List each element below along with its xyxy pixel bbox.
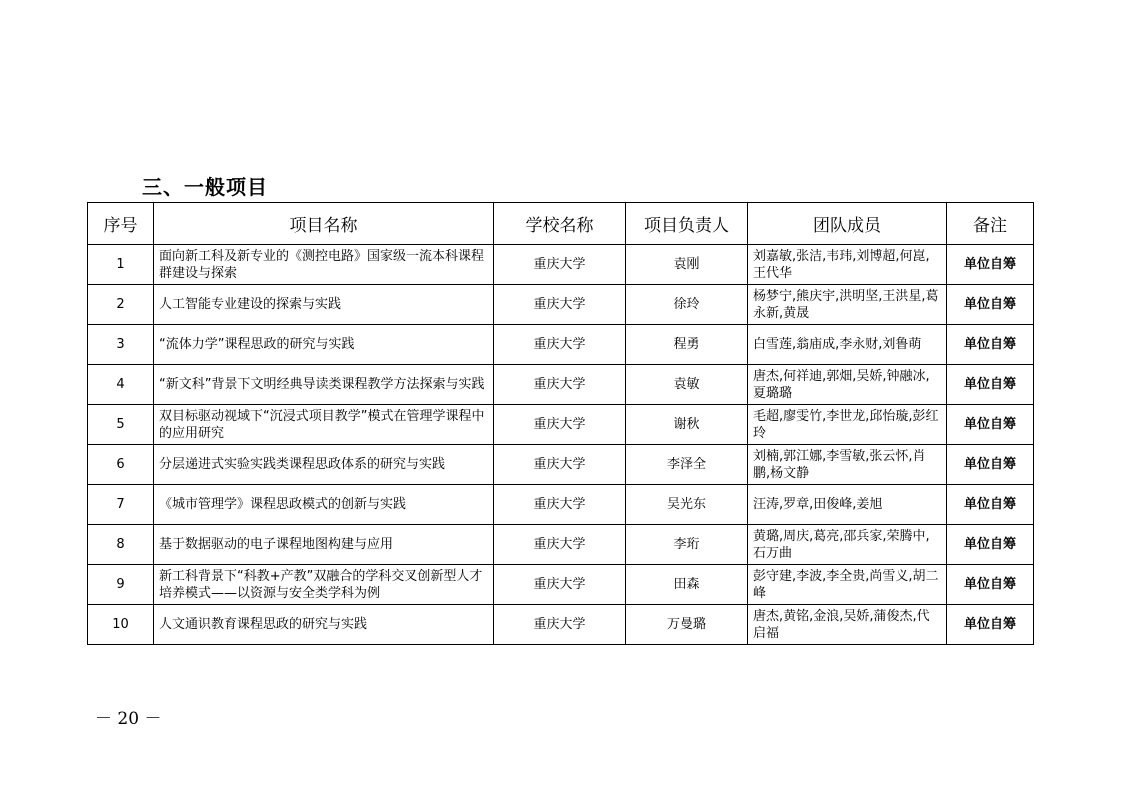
cell-school: 重庆大学	[494, 445, 626, 485]
header-school: 学校名称	[494, 203, 626, 245]
cell-seq: 4	[88, 365, 154, 405]
cell-project-name: 面向新工科及新专业的《测控电路》国家级一流本科课程群建设与探索	[154, 245, 494, 285]
cell-school: 重庆大学	[494, 405, 626, 445]
cell-note: 单位自筹	[947, 605, 1034, 645]
section-title: 三、一般项目	[142, 175, 268, 199]
cell-school: 重庆大学	[494, 605, 626, 645]
cell-seq: 8	[88, 525, 154, 565]
header-project-name: 项目名称	[154, 203, 494, 245]
cell-leader: 袁刚	[626, 245, 748, 285]
table-row	[88, 365, 1034, 405]
table-body	[88, 245, 1034, 645]
cell-seq: 3	[88, 325, 154, 365]
cell-leader: 谢秋	[626, 405, 748, 445]
cell-note: 单位自筹	[947, 405, 1034, 445]
cell-note: 单位自筹	[947, 445, 1034, 485]
cell-project-name: 《城市管理学》课程思政模式的创新与实践	[154, 485, 494, 525]
cell-project-name: “新文科”背景下文明经典导读类课程教学方法探索与实践	[154, 365, 494, 405]
cell-leader: 徐玲	[626, 285, 748, 325]
table-header-row	[88, 203, 1034, 245]
cell-note: 单位自筹	[947, 325, 1034, 365]
cell-members: 毛超,廖雯竹,李世龙,邱怡璇,彭红玲	[748, 405, 947, 445]
cell-school: 重庆大学	[494, 325, 626, 365]
table-row	[88, 525, 1034, 565]
header-note: 备注	[947, 203, 1034, 245]
cell-members: 黄璐,周庆,葛亮,邵兵家,荣腾中,石万曲	[748, 525, 947, 565]
page-number: － 20 －	[95, 709, 162, 729]
cell-leader: 李泽全	[626, 445, 748, 485]
cell-seq: 5	[88, 405, 154, 445]
cell-project-name: “流体力学”课程思政的研究与实践	[154, 325, 494, 365]
cell-seq: 9	[88, 565, 154, 605]
cell-note: 单位自筹	[947, 365, 1034, 405]
cell-members: 刘楠,郭江娜,李雪敏,张云怀,肖鹏,杨文静	[748, 445, 947, 485]
table-row	[88, 405, 1034, 445]
table-row	[88, 605, 1034, 645]
cell-leader: 袁敏	[626, 365, 748, 405]
cell-project-name: 人工智能专业建设的探索与实践	[154, 285, 494, 325]
cell-leader: 李珩	[626, 525, 748, 565]
cell-members: 彭守建,李波,李全贵,尚雪义,胡二峰	[748, 565, 947, 605]
cell-leader: 田森	[626, 565, 748, 605]
cell-members: 白雪莲,翁庙成,李永财,刘鲁萌	[748, 325, 947, 365]
cell-seq: 1	[88, 245, 154, 285]
cell-leader: 吴光东	[626, 485, 748, 525]
header-members: 团队成员	[748, 203, 947, 245]
cell-members: 刘嘉敏,张洁,韦玮,刘博超,何崑,王代华	[748, 245, 947, 285]
cell-school: 重庆大学	[494, 285, 626, 325]
cell-project-name: 新工科背景下“科教+产教”双融合的学科交叉创新型人才培养模式——以资源与安全类学科为例	[154, 565, 494, 605]
cell-project-name: 人文通识教育课程思政的研究与实践	[154, 605, 494, 645]
table-row	[88, 285, 1034, 325]
cell-members: 唐杰,何祥迪,郭畑,吴娇,钟融冰,夏璐璐	[748, 365, 947, 405]
cell-leader: 万曼璐	[626, 605, 748, 645]
cell-members: 唐杰,黄铭,金浪,吴娇,蒲俊杰,代启福	[748, 605, 947, 645]
header-leader: 项目负责人	[626, 203, 748, 245]
cell-seq: 7	[88, 485, 154, 525]
cell-project-name: 基于数据驱动的电子课程地图构建与应用	[154, 525, 494, 565]
cell-note: 单位自筹	[947, 525, 1034, 565]
cell-seq: 6	[88, 445, 154, 485]
cell-school: 重庆大学	[494, 365, 626, 405]
table-row	[88, 245, 1034, 285]
projects-table	[87, 202, 1034, 645]
cell-note: 单位自筹	[947, 485, 1034, 525]
cell-seq: 10	[88, 605, 154, 645]
cell-school: 重庆大学	[494, 245, 626, 285]
table-row	[88, 565, 1034, 605]
cell-members: 汪涛,罗章,田俊峰,姜旭	[748, 485, 947, 525]
cell-note: 单位自筹	[947, 565, 1034, 605]
table-row	[88, 445, 1034, 485]
cell-leader: 程勇	[626, 325, 748, 365]
cell-project-name: 分层递进式实验实践类课程思政体系的研究与实践	[154, 445, 494, 485]
table-row	[88, 325, 1034, 365]
cell-school: 重庆大学	[494, 565, 626, 605]
cell-project-name: 双目标驱动视域下“沉浸式项目教学”模式在管理学课程中的应用研究	[154, 405, 494, 445]
header-seq: 序号	[88, 203, 154, 245]
cell-note: 单位自筹	[947, 245, 1034, 285]
cell-seq: 2	[88, 285, 154, 325]
cell-note: 单位自筹	[947, 285, 1034, 325]
cell-school: 重庆大学	[494, 525, 626, 565]
cell-members: 杨梦宁,熊庆宇,洪明坚,王洪星,葛永新,黄晟	[748, 285, 947, 325]
cell-school: 重庆大学	[494, 485, 626, 525]
table-row	[88, 485, 1034, 525]
